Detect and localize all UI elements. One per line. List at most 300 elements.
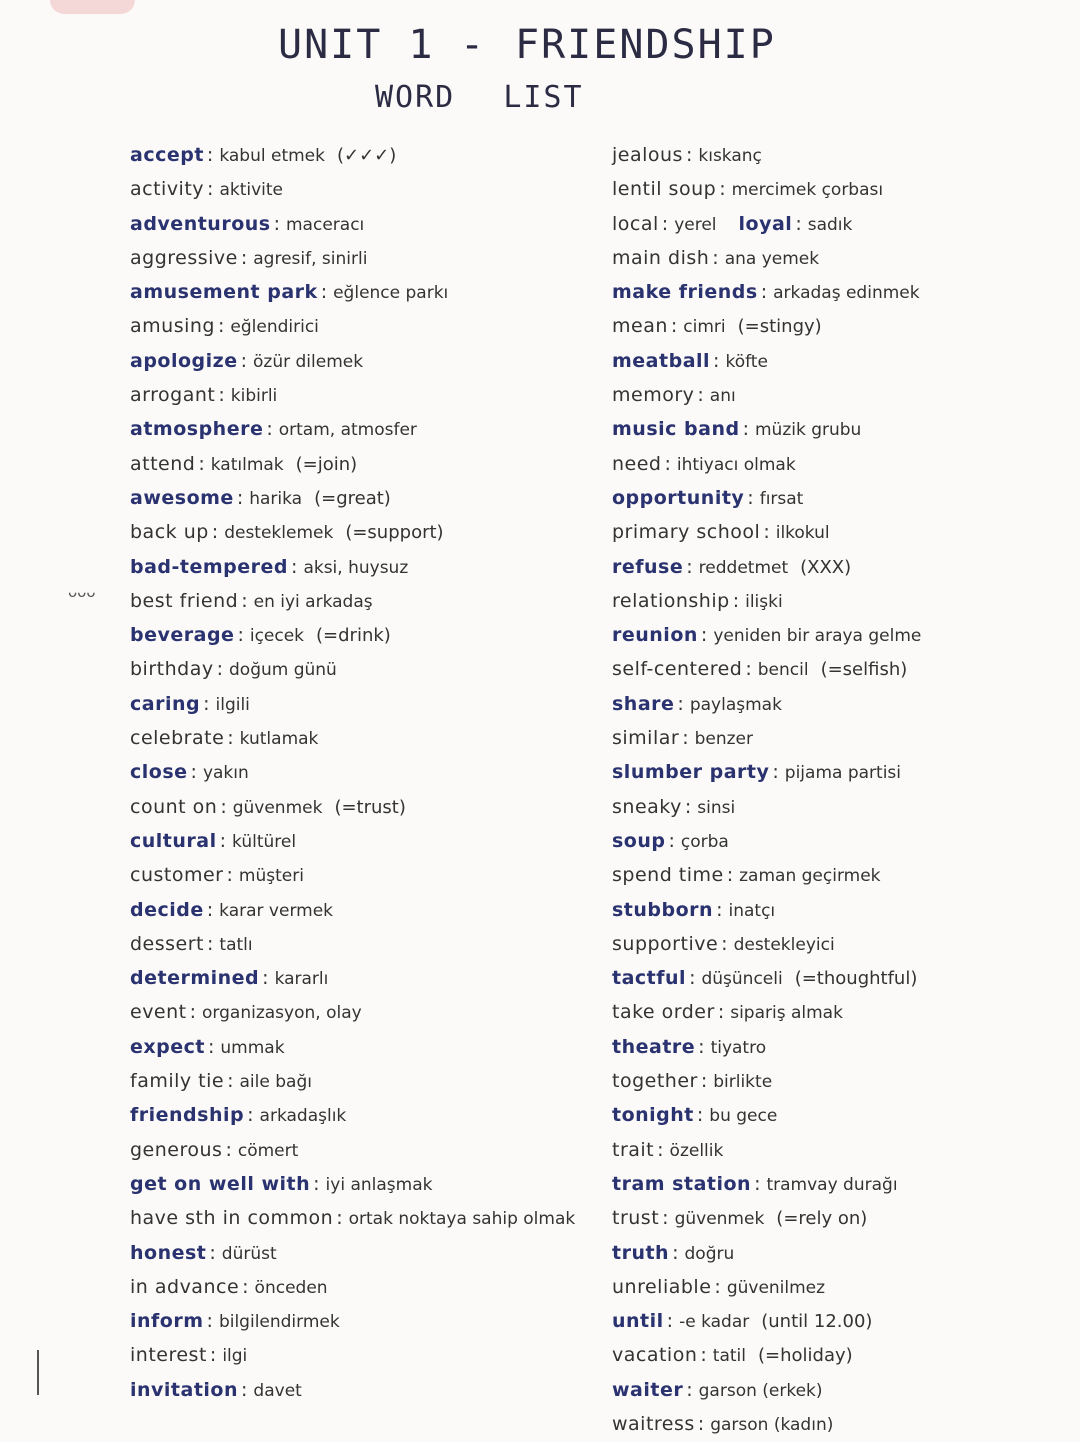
word-translation: düşünceli [701, 969, 783, 990]
word-term: get on well with [130, 1172, 311, 1195]
word-term: friendship [130, 1104, 245, 1127]
word-translation: ihtiyacı olmak [676, 454, 796, 475]
page-subtitle [375, 80, 612, 115]
hearts-doodle-icon: ᴗᴗᴗ [68, 583, 96, 601]
word-entry [612, 961, 1052, 995]
word-term: attend [130, 452, 196, 475]
word-entry [612, 309, 1052, 343]
title-dash: - [460, 22, 487, 68]
subtitle-list: LIST [503, 80, 584, 115]
word-term: customer [130, 864, 224, 887]
word-term: determined [130, 967, 260, 990]
word-separator: : [273, 212, 280, 235]
word-entry [130, 961, 600, 995]
word-separator: : [661, 212, 669, 235]
word-term: opportunity [612, 486, 745, 509]
word-translation: ortak noktaya sahip olmak [348, 1209, 576, 1230]
word-separator: : [206, 898, 214, 921]
extra-term: loyal [738, 212, 793, 235]
word-separator: : [266, 418, 273, 441]
word-separator: : [686, 1378, 693, 1401]
word-translation: önceden [254, 1277, 328, 1298]
word-entry [130, 1270, 600, 1304]
word-term: reunion [612, 624, 698, 647]
word-note: (=stingy) [737, 316, 822, 338]
word-term: theatre [612, 1035, 696, 1058]
word-translation: yakın [202, 763, 249, 784]
word-term: close [130, 761, 188, 784]
word-entry [130, 1133, 600, 1167]
word-translation: destekleyici [733, 934, 835, 955]
word-column-right [612, 138, 1052, 1441]
word-separator: : [697, 384, 704, 407]
word-translation: reddetmet [698, 557, 789, 578]
word-term: stubborn [612, 898, 714, 921]
pink-tape-mark [50, 0, 135, 14]
subtitle-word: WORD [375, 80, 456, 115]
word-translation: tatlı [219, 934, 253, 955]
word-translation: aile bağı [239, 1072, 312, 1093]
word-translation: içecek [249, 626, 305, 647]
word-entry [130, 893, 600, 927]
word-term: event [130, 1001, 187, 1024]
word-entry [130, 241, 600, 275]
word-translation: müzik grubu [754, 420, 862, 441]
word-translation: bencil [757, 660, 809, 681]
word-translation: dürüst [221, 1243, 277, 1264]
word-separator: : [209, 1241, 216, 1264]
word-entry [612, 858, 1052, 892]
word-entry [612, 138, 1052, 172]
word-separator: : [207, 178, 214, 201]
word-entry [130, 1373, 600, 1407]
word-entry [130, 447, 600, 481]
word-term: back up [130, 521, 209, 544]
word-separator: : [672, 1241, 679, 1264]
word-translation: müşteri [238, 866, 304, 887]
word-term: local [612, 212, 659, 235]
word-term: waitress [612, 1412, 695, 1435]
word-note: (until 12.00) [761, 1311, 873, 1333]
word-separator: : [291, 555, 298, 578]
word-entry [612, 550, 1052, 584]
word-term: tonight [612, 1104, 694, 1127]
word-translation: desteklemek [224, 523, 334, 544]
word-translation: güvenilmez [726, 1277, 826, 1298]
word-entry [612, 515, 1052, 549]
word-term: arrogant [130, 384, 216, 407]
word-translation: fırsat [759, 488, 804, 509]
word-separator: : [713, 349, 720, 372]
word-separator: : [716, 898, 723, 921]
word-term: primary school [612, 521, 761, 544]
word-translation: bilgilendirmek [218, 1312, 340, 1333]
word-translation: kıskanç [698, 146, 762, 166]
word-term: memory [612, 384, 695, 407]
word-translation: yeniden bir araya gelme [713, 626, 922, 647]
word-term: trait [612, 1138, 655, 1161]
word-translation: tramvay durağı [766, 1174, 898, 1195]
word-translation: organizasyon, olay [202, 1003, 362, 1024]
word-translation: pijama partisi [784, 763, 901, 784]
word-entry [130, 207, 600, 241]
word-separator: : [677, 692, 684, 715]
word-note: (=selfish) [820, 659, 908, 681]
word-entry [612, 721, 1052, 755]
word-entry [130, 618, 600, 652]
word-note: (=holiday) [757, 1345, 853, 1367]
word-separator: : [227, 727, 234, 750]
word-entry [130, 687, 600, 721]
word-separator: : [700, 1344, 707, 1367]
word-entry [612, 1236, 1052, 1270]
word-translation: garson (erkek) [698, 1380, 823, 1401]
word-entry [130, 138, 600, 172]
word-translation: arkadaş edinmek [773, 283, 920, 304]
word-translation: eğlendirici [230, 317, 319, 338]
word-term: aggressive [130, 246, 238, 269]
word-separator: : [747, 486, 754, 509]
word-term: waiter [612, 1378, 684, 1401]
word-separator: : [732, 589, 740, 612]
word-translation: kibirli [230, 386, 278, 407]
word-term: cultural [130, 829, 217, 852]
word-translation: tatil [712, 1346, 746, 1367]
word-translation: cimri [683, 317, 726, 338]
word-translation: güvenmek [674, 1209, 765, 1230]
word-translation: maceracı [286, 214, 365, 235]
word-separator: : [217, 315, 225, 338]
word-term: birthday [130, 658, 214, 681]
word-term: similar [612, 727, 680, 750]
title-topic: FRIENDSHIP [515, 22, 776, 68]
word-note: (=drink) [316, 625, 391, 647]
word-term: relationship [612, 589, 730, 612]
word-translation: -e kadar [679, 1312, 750, 1333]
word-separator: : [685, 144, 693, 166]
word-term: amusement park [130, 281, 318, 304]
word-translation: tiyatro [710, 1037, 767, 1058]
word-separator: : [189, 1001, 197, 1024]
word-separator: : [772, 761, 779, 784]
word-translation: iyi anlaşmak [325, 1174, 433, 1195]
word-term: beverage [130, 624, 235, 647]
word-translation: kabul etmek [219, 146, 325, 166]
word-translation: çorba [680, 831, 729, 852]
word-entry [612, 1338, 1052, 1372]
word-term: music band [612, 418, 740, 441]
word-translation: karar vermek [219, 900, 333, 921]
word-separator: : [320, 281, 328, 304]
word-entry [130, 550, 600, 584]
word-term: inform [130, 1310, 204, 1333]
word-separator: : [216, 658, 223, 681]
word-entry [612, 481, 1052, 515]
word-entry [612, 241, 1052, 275]
word-translation: güvenmek [232, 797, 323, 818]
word-translation: davet [253, 1380, 302, 1401]
word-translation: benzer [694, 729, 754, 750]
word-entry [612, 207, 1052, 241]
word-separator: : [336, 1207, 343, 1230]
word-separator: : [697, 1412, 705, 1435]
word-term: adventurous [130, 212, 271, 235]
word-separator: : [719, 178, 726, 201]
word-term: self-centered [612, 658, 743, 681]
word-translation: ilişki [745, 591, 783, 612]
word-separator: : [225, 1138, 232, 1161]
word-entry [130, 275, 600, 309]
word-term: apologize [130, 349, 238, 372]
word-entry [130, 309, 600, 343]
word-translation: ana yemek [724, 248, 820, 269]
word-translation: ortam, atmosfer [278, 420, 417, 441]
word-translation: bu gece [709, 1106, 778, 1127]
word-entry [130, 858, 600, 892]
word-term: take order [612, 1001, 715, 1024]
word-entry [612, 1167, 1052, 1201]
word-entry [130, 721, 600, 755]
word-note: (=rely on) [776, 1208, 868, 1230]
word-separator: : [689, 967, 696, 990]
word-translation: ilgili [215, 694, 250, 715]
word-entry [612, 275, 1052, 309]
word-separator: : [698, 1035, 705, 1058]
word-separator: : [726, 864, 734, 887]
word-entry [612, 412, 1052, 446]
word-term: jealous [612, 144, 683, 166]
word-entry [612, 1270, 1052, 1304]
word-entry [130, 344, 600, 378]
word-entry [612, 1304, 1052, 1338]
word-translation: yerel [674, 214, 717, 235]
word-translation: zaman geçirmek [739, 866, 881, 887]
title-unit: UNIT 1 [278, 22, 435, 68]
word-term: in advance [130, 1275, 240, 1298]
word-translation: özellik [669, 1140, 724, 1161]
word-separator: : [754, 1172, 761, 1195]
word-separator: : [795, 212, 802, 235]
word-translation: aktivite [219, 180, 284, 201]
word-translation: inatçı [728, 900, 776, 921]
word-separator: : [682, 727, 689, 750]
word-separator: : [684, 795, 692, 818]
word-entry [612, 1098, 1052, 1132]
word-separator: : [313, 1172, 320, 1195]
word-translation: katılmak [210, 454, 284, 475]
word-term: accept [130, 144, 204, 166]
margin-line [37, 1350, 39, 1395]
word-entry [612, 652, 1052, 686]
word-term: honest [130, 1241, 207, 1264]
word-term: need [612, 452, 662, 475]
word-separator: : [657, 1138, 664, 1161]
word-term: amusing [130, 315, 215, 338]
word-separator: : [226, 864, 233, 887]
word-separator: : [237, 624, 244, 647]
word-entry [612, 1133, 1052, 1167]
word-entry [130, 1098, 600, 1132]
word-separator: : [668, 829, 675, 852]
word-entry [130, 1338, 600, 1372]
extra-entry [739, 213, 853, 235]
word-entry [130, 584, 600, 618]
word-term: tram station [612, 1172, 752, 1195]
word-translation: aksi, huysuz [303, 557, 409, 578]
word-separator: : [206, 1310, 213, 1333]
word-separator: : [760, 281, 768, 304]
word-entry [130, 652, 600, 686]
word-translation: cömert [237, 1140, 299, 1161]
word-separator: : [203, 692, 210, 715]
word-translation: garson (kadın) [710, 1414, 834, 1435]
word-entry [130, 481, 600, 515]
word-translation: kültürel [232, 831, 297, 852]
word-translation: arkadaşlık [259, 1106, 347, 1127]
word-separator: : [721, 932, 728, 955]
word-term: decide [130, 898, 204, 921]
word-separator: : [686, 555, 693, 578]
extra-translation: sadık [807, 214, 853, 235]
word-term: main dish [612, 246, 710, 269]
word-term: meatball [612, 349, 711, 372]
word-translation: sipariş almak [730, 1003, 843, 1024]
word-note: (=join) [295, 453, 358, 475]
word-translation: ilgi [222, 1346, 248, 1367]
word-separator: : [240, 246, 248, 269]
word-translation: harika [249, 488, 303, 509]
word-term: have sth in common [130, 1207, 334, 1230]
word-term: generous [130, 1138, 223, 1161]
word-note: (=great) [314, 487, 391, 509]
word-separator: : [742, 418, 749, 441]
word-entry [130, 172, 600, 206]
word-entry [612, 790, 1052, 824]
word-term: celebrate [130, 727, 225, 750]
word-translation: sinsi [697, 797, 736, 818]
word-separator: : [696, 1104, 704, 1127]
word-entry [612, 378, 1052, 412]
word-note: (=thoughtful) [794, 968, 918, 990]
word-term: together [612, 1070, 698, 1093]
word-entry [612, 927, 1052, 961]
word-separator: : [209, 1344, 217, 1367]
word-translation: agresif, sinirli [253, 248, 368, 269]
word-note: (XXX) [800, 556, 852, 578]
word-term: count on [130, 795, 218, 818]
word-term: tactful [612, 967, 687, 990]
word-note: (=trust) [334, 796, 406, 818]
word-translation: en iyi arkadaş [253, 591, 373, 612]
word-separator: : [242, 1275, 249, 1298]
word-term: activity [130, 178, 205, 201]
word-entry [612, 344, 1052, 378]
word-entry [612, 1407, 1052, 1441]
word-separator: : [218, 384, 225, 407]
word-entry [130, 378, 600, 412]
word-term: make friends [612, 281, 758, 304]
word-entry [130, 1201, 600, 1235]
word-separator: : [211, 521, 219, 544]
word-entry [130, 927, 600, 961]
word-separator: : [240, 349, 248, 372]
word-entry [130, 1304, 600, 1338]
word-translation: kutlamak [239, 729, 319, 750]
word-separator: : [745, 658, 752, 681]
word-separator: : [717, 1001, 725, 1024]
word-term: trust [612, 1207, 660, 1230]
word-entry [612, 893, 1052, 927]
word-separator: : [207, 932, 214, 955]
word-separator: : [700, 624, 708, 647]
word-term: refuse [612, 555, 684, 578]
word-term: awesome [130, 486, 234, 509]
word-entry [612, 447, 1052, 481]
word-term: best friend [130, 589, 239, 612]
word-separator: : [219, 829, 227, 852]
word-term: soup [612, 829, 666, 852]
word-translation: eğlence parkı [333, 283, 449, 304]
word-translation: birlikte [713, 1072, 773, 1093]
word-term: family tie [130, 1070, 225, 1093]
word-entry [612, 1064, 1052, 1098]
word-entry [612, 687, 1052, 721]
word-entry [130, 755, 600, 789]
word-note: (=support) [345, 522, 444, 544]
word-translation: paylaşmak [689, 694, 782, 715]
word-translation: doğum günü [229, 660, 337, 681]
word-separator: : [198, 452, 205, 475]
word-separator: : [227, 1070, 234, 1093]
word-term: sneaky [612, 795, 682, 818]
word-separator: : [236, 486, 244, 509]
word-entry [612, 824, 1052, 858]
word-separator: : [700, 1070, 708, 1093]
word-separator: : [666, 1310, 674, 1333]
word-term: interest [130, 1344, 207, 1367]
word-translation: kararlı [274, 969, 329, 990]
word-separator: : [714, 1275, 721, 1298]
word-term: bad-tempered [130, 555, 289, 578]
word-translation: ilkokul [775, 523, 830, 544]
word-entry [612, 618, 1052, 652]
word-entry [130, 1167, 600, 1201]
word-entry [130, 1030, 600, 1064]
word-term: truth [612, 1241, 670, 1264]
word-term: caring [130, 692, 201, 715]
word-separator: : [763, 521, 770, 544]
word-term: dessert [130, 932, 204, 955]
word-term: spend time [612, 864, 724, 887]
word-term: until [612, 1310, 664, 1333]
word-term: vacation [612, 1344, 698, 1367]
word-entry [130, 412, 600, 446]
word-entry [612, 1373, 1052, 1407]
word-translation: anı [709, 386, 736, 407]
word-entry [612, 995, 1052, 1029]
word-separator: : [190, 761, 197, 784]
word-term: atmosphere [130, 418, 264, 441]
word-entry [130, 515, 600, 549]
word-translation: doğru [684, 1243, 735, 1264]
word-separator: : [664, 452, 671, 475]
word-term: lentil soup [612, 178, 717, 201]
word-separator: : [662, 1207, 669, 1230]
word-term: slumber party [612, 761, 770, 784]
word-separator: : [247, 1104, 254, 1127]
word-entry [612, 172, 1052, 206]
word-term: expect [130, 1035, 205, 1058]
